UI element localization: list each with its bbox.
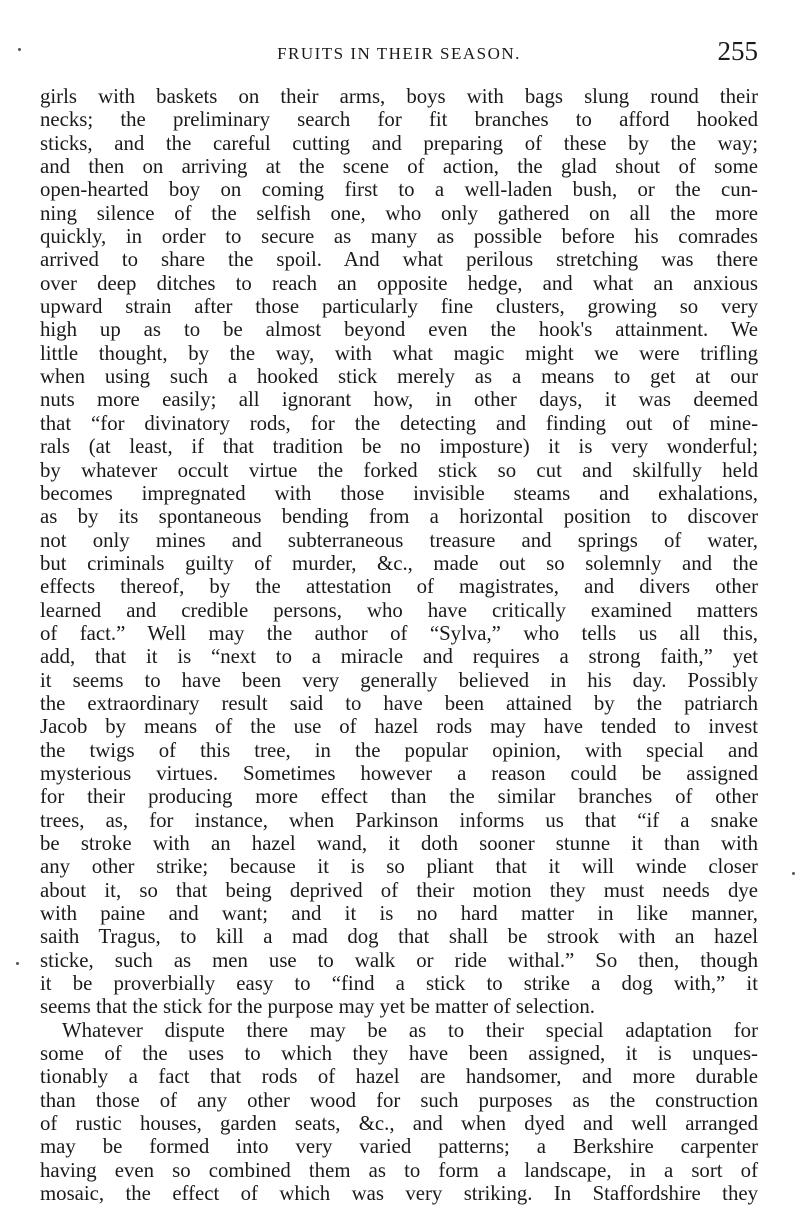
text-line: Whatever dispute there may be as to their special adaptation for (62, 1018, 758, 1042)
text-line: tionably a fact that rods of hazel are handsomer, and more durable (40, 1065, 758, 1089)
text-line: trees, as, for instance, when Parkinson informs us that “if a snake (40, 808, 758, 832)
text-line: be stroke with an hazel wand, it doth sooner stunne it than with (40, 832, 758, 855)
text-line: open-hearted boy on coming first to a well-laden bush, or the cun- (40, 178, 758, 202)
running-title: FRUITS IN THEIR SEASON. (277, 44, 521, 63)
text-line: than those of any other wood for such purposes as the construction (40, 1088, 758, 1112)
body-text (40, 85, 758, 1206)
text-line: it seems to have been very generally believed in his day. Possibly (40, 668, 758, 692)
text-line: effects thereof, by the attestation of magistrates, and divers other (40, 575, 758, 599)
text-line: by whatever occult virtue the forked stick so cut and skilfully held (40, 458, 758, 482)
paragraph-1 (40, 85, 758, 1019)
text-line: saith Tragus, to kill a mad dog that shall be strook with an hazel (40, 925, 758, 949)
text-line: but criminals guilty of murder, &c., made out so solemnly and the (40, 551, 758, 575)
text-line: and then on arriving at the scene of action, the glad shout of some (40, 155, 758, 179)
text-line: add, that it is “next to a miracle and requires a strong faith,” yet (40, 645, 758, 669)
margin-mark-top (18, 48, 21, 51)
text-line: ning silence of the selfish one, who only gathered on all the more (40, 201, 758, 225)
text-line: when using such a hooked stick merely as a means to get at our (40, 365, 758, 389)
text-line: sticks, and the careful cutting and preparing of these by the way; (40, 131, 758, 155)
text-line: of rustic houses, garden seats, &c., and when dyed and well arranged (40, 1112, 758, 1136)
text-line: rals (at least, if that tradition be no imposture) it is very wonderful; (40, 435, 758, 459)
text-line: girls with baskets on their arms, boys with bags slung round their (40, 85, 758, 108)
text-line: nuts more easily; all ignorant how, in other days, it was deemed (40, 388, 758, 412)
text-line: any other strike; because it is so pliant that it will winde closer (40, 855, 758, 879)
text-line: not only mines and subterraneous treasure and springs of water, (40, 528, 758, 552)
text-line: seems that the stick for the purpose may yet be matter of selection. (40, 995, 595, 1019)
text-line: may be formed into very varied patterns; a Berkshire carpenter (40, 1135, 758, 1159)
text-line: it be proverbially easy to “find a stick to strike a dog with,” it (40, 972, 758, 996)
text-line: becomes impregnated with those invisible steams and exhalations, (40, 481, 758, 505)
text-line: the extraordinary result said to have been attained by the patriarch (40, 691, 758, 715)
text-line: over deep ditches to reach an opposite hedge, and what an anxious (40, 271, 758, 295)
text-line: for their producing more effect than the similar branches of other (40, 785, 758, 809)
text-line: upward strain after those particularly fine clusters, growing so very (40, 295, 758, 319)
text-line: arrived to share the spoil. And what perilous stretching was there (40, 248, 758, 272)
book-page (40, 30, 758, 1206)
text-line: of fact.” Well may the author of “Sylva,” who tells us all this, (40, 621, 758, 645)
page-header (40, 30, 758, 68)
text-line: mysterious virtues. Sometimes however a reason could be assigned (40, 761, 758, 785)
text-line: that “for divinatory rods, for the detecting and finding out of mine- (40, 411, 758, 435)
text-line: the twigs of this tree, in the popular opinion, with special and (40, 738, 758, 762)
text-line: having even so combined them as to form a landscape, in a sort of (40, 1158, 758, 1182)
text-line: learned and credible persons, who have critically examined matters (40, 598, 758, 622)
text-line: high up as to be almost beyond even the hook's attainment. We (40, 318, 758, 342)
margin-mark-right (792, 872, 795, 875)
margin-mark-left (16, 962, 19, 965)
text-line: Jacob by means of the use of hazel rods may have tended to invest (40, 715, 758, 739)
text-line: little thought, by the way, with what magic might we were trifling (40, 341, 758, 365)
text-line: necks; the preliminary search for fit branches to afford hooked (40, 108, 758, 132)
text-line: mosaic, the effect of which was very striking. In Staffordshire they (40, 1182, 758, 1206)
page-number: 255 (717, 36, 758, 66)
text-line: some of the uses to which they have been assigned, it is unques- (40, 1042, 758, 1066)
text-line: sticke, such as men use to walk or ride withal.” So then, though (40, 948, 758, 972)
text-line: quickly, in order to secure as many as possible before his comrades (40, 225, 758, 249)
text-line: about it, so that being deprived of their motion they must needs dye (40, 878, 758, 902)
text-line: with paine and want; and it is no hard matter in like manner, (40, 902, 758, 926)
paragraph-2 (40, 1019, 758, 1206)
text-line: as by its spontaneous bending from a horizontal position to discover (40, 505, 758, 529)
